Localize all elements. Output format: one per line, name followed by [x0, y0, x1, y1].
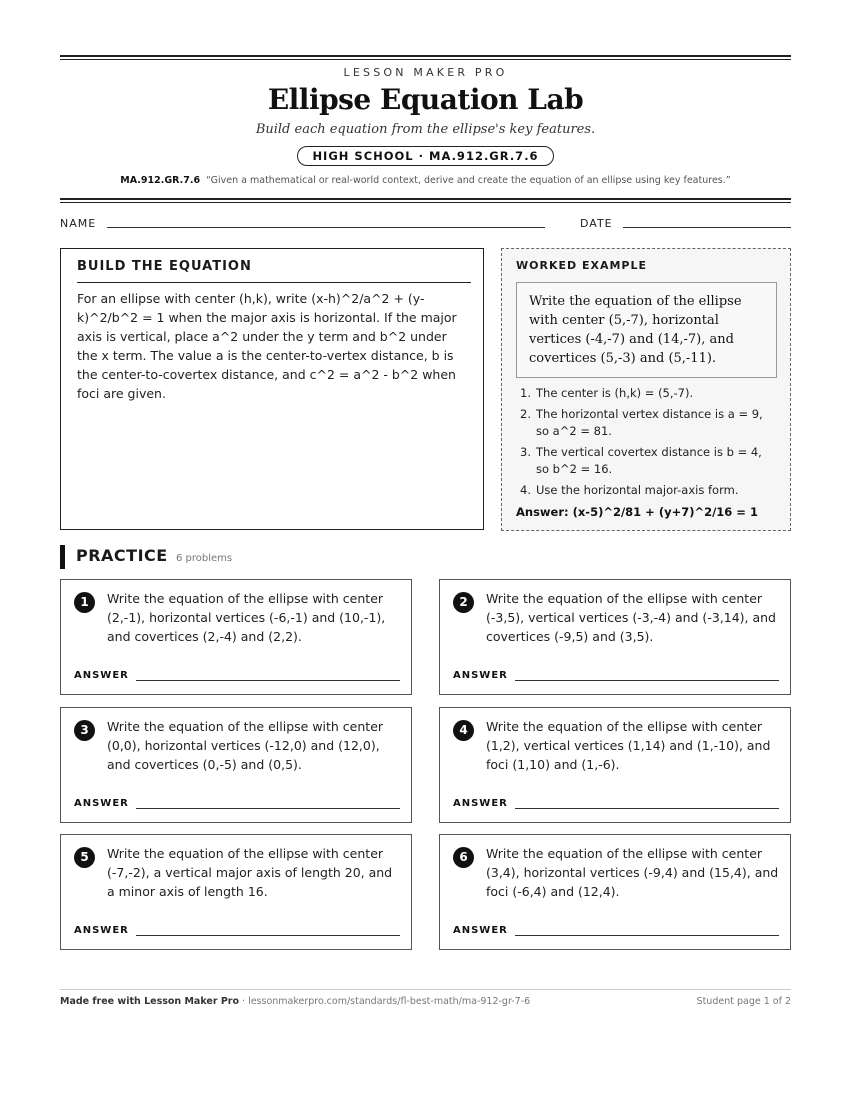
worked-heading: WORKED EXAMPLE	[516, 259, 647, 272]
answer-label: ANSWER	[74, 798, 129, 809]
answer-field[interactable]	[515, 808, 779, 809]
header-bottom-rule	[60, 198, 791, 200]
problem-text: Write the equation of the ellipse with center (-3,5), vertical vertices (-3,-4) and (-3,14), and covertices (-9,5) and (3,5).	[486, 591, 776, 644]
answer-field[interactable]	[515, 935, 779, 936]
footer-url[interactable]: · lessonmakerpro.com/standards/fl-best-math/ma-912-gr-7-6	[239, 996, 531, 1007]
answer-field[interactable]	[136, 935, 400, 936]
problem-card	[439, 579, 791, 695]
practice-accent-bar	[60, 545, 65, 569]
build-heading: BUILD THE EQUATION	[77, 259, 252, 274]
problem-number: 4	[453, 720, 474, 741]
problem-text: Write the equation of the ellipse with center (3,4), horizontal vertices (-9,4) and (15,4), and foci (-6,4) and (12,4).	[486, 846, 779, 899]
worked-step: 1. The center is (h,k) = (5,-7).	[520, 386, 694, 400]
problem-card	[60, 834, 412, 950]
worked-answer: Answer: (x-5)^2/81 + (y+7)^2/16 = 1	[516, 505, 758, 519]
worked-step: 3. The vertical covertex distance is b = 4, so b^2 = 16.	[520, 445, 762, 476]
problem-text: Write the equation of the ellipse with center (0,0), horizontal vertices (-12,0) and (12,0), and covertices (0,-5) and (0,5).	[107, 719, 384, 772]
problem-number: 3	[74, 720, 95, 741]
worked-step: 2. The horizontal vertex distance is a = 9, so a^2 = 81.	[520, 407, 763, 438]
footer-credit	[60, 996, 530, 1007]
answer-field[interactable]	[515, 680, 779, 681]
name-field[interactable]	[107, 227, 545, 228]
footer-made-with: Made free with Lesson Maker Pro	[60, 996, 240, 1007]
problem-number: 2	[453, 592, 474, 613]
practice-count: 6 problems	[176, 553, 233, 564]
date-field[interactable]	[623, 227, 791, 228]
build-heading-rule	[77, 282, 471, 283]
build-equation-box	[60, 248, 484, 530]
problem-number: 6	[453, 847, 474, 868]
problem-number: 5	[74, 847, 95, 868]
standard-description	[60, 175, 791, 186]
problem-text: Write the equation of the ellipse with center (2,-1), horizontal vertices (-6,-1) and (10,-1), and covertices (2,-4) and (2,2).	[107, 591, 386, 644]
build-body: For an ellipse with center (h,k), write (x-h)^2/a^2 + (y-k)^2/b^2 = 1 when the major axis is horizontal. If the major axis is vertical, place a^2 under the y term and b^2 under the x term. The value a is the center-to-vertex distance, b is the center-to-covertex distance, and c^2 = a^2 - b^2 when foci are given.	[77, 291, 457, 401]
grade-standard-pill: HIGH SCHOOL · MA.912.GR.7.6	[297, 146, 553, 166]
answer-label: ANSWER	[74, 925, 129, 936]
footer-page-number: Student page 1 of 2	[696, 996, 791, 1007]
standard-text: “Given a mathematical or real-world context, derive and create the equation of an ellipse using key features.”	[206, 175, 731, 186]
answer-field[interactable]	[136, 808, 400, 809]
header-bottom-rule-thin	[60, 202, 791, 203]
worked-example-box	[501, 248, 791, 531]
problem-card	[439, 707, 791, 823]
problem-card	[60, 579, 412, 695]
answer-label: ANSWER	[453, 798, 508, 809]
top-rule	[60, 55, 791, 57]
footer-rule	[60, 989, 791, 990]
worked-step: 4. Use the horizontal major-axis form.	[520, 483, 739, 497]
name-label: NAME	[60, 217, 97, 230]
problem-number: 1	[74, 592, 95, 613]
date-label: DATE	[580, 217, 613, 230]
page-title: Ellipse Equation Lab	[267, 83, 584, 116]
answer-field[interactable]	[136, 680, 400, 681]
answer-label: ANSWER	[74, 670, 129, 681]
answer-label: ANSWER	[453, 925, 508, 936]
top-rule-thin	[60, 59, 791, 60]
problem-text: Write the equation of the ellipse with center (1,2), vertical vertices (1,14) and (1,-10), and foci (1,10) and (1,-6).	[486, 719, 771, 772]
worked-steps	[516, 385, 778, 503]
page-subtitle: Build each equation from the ellipse's key features.	[255, 122, 596, 137]
problem-text: Write the equation of the ellipse with center (-7,-2), a vertical major axis of length 20, and a minor axis of length 16.	[107, 846, 393, 899]
problem-card	[439, 834, 791, 950]
brand-name: LESSON MAKER PRO	[343, 66, 508, 79]
practice-title: PRACTICE	[76, 546, 168, 565]
worked-prompt: Write the equation of the ellipse with center (5,-7), horizontal vertices (-4,-7) and (14,-7), and covertices (5,-3) and (5,-11).	[516, 282, 777, 378]
answer-label: ANSWER	[453, 670, 508, 681]
problem-card	[60, 707, 412, 823]
standard-code: MA.912.GR.7.6	[120, 175, 201, 186]
